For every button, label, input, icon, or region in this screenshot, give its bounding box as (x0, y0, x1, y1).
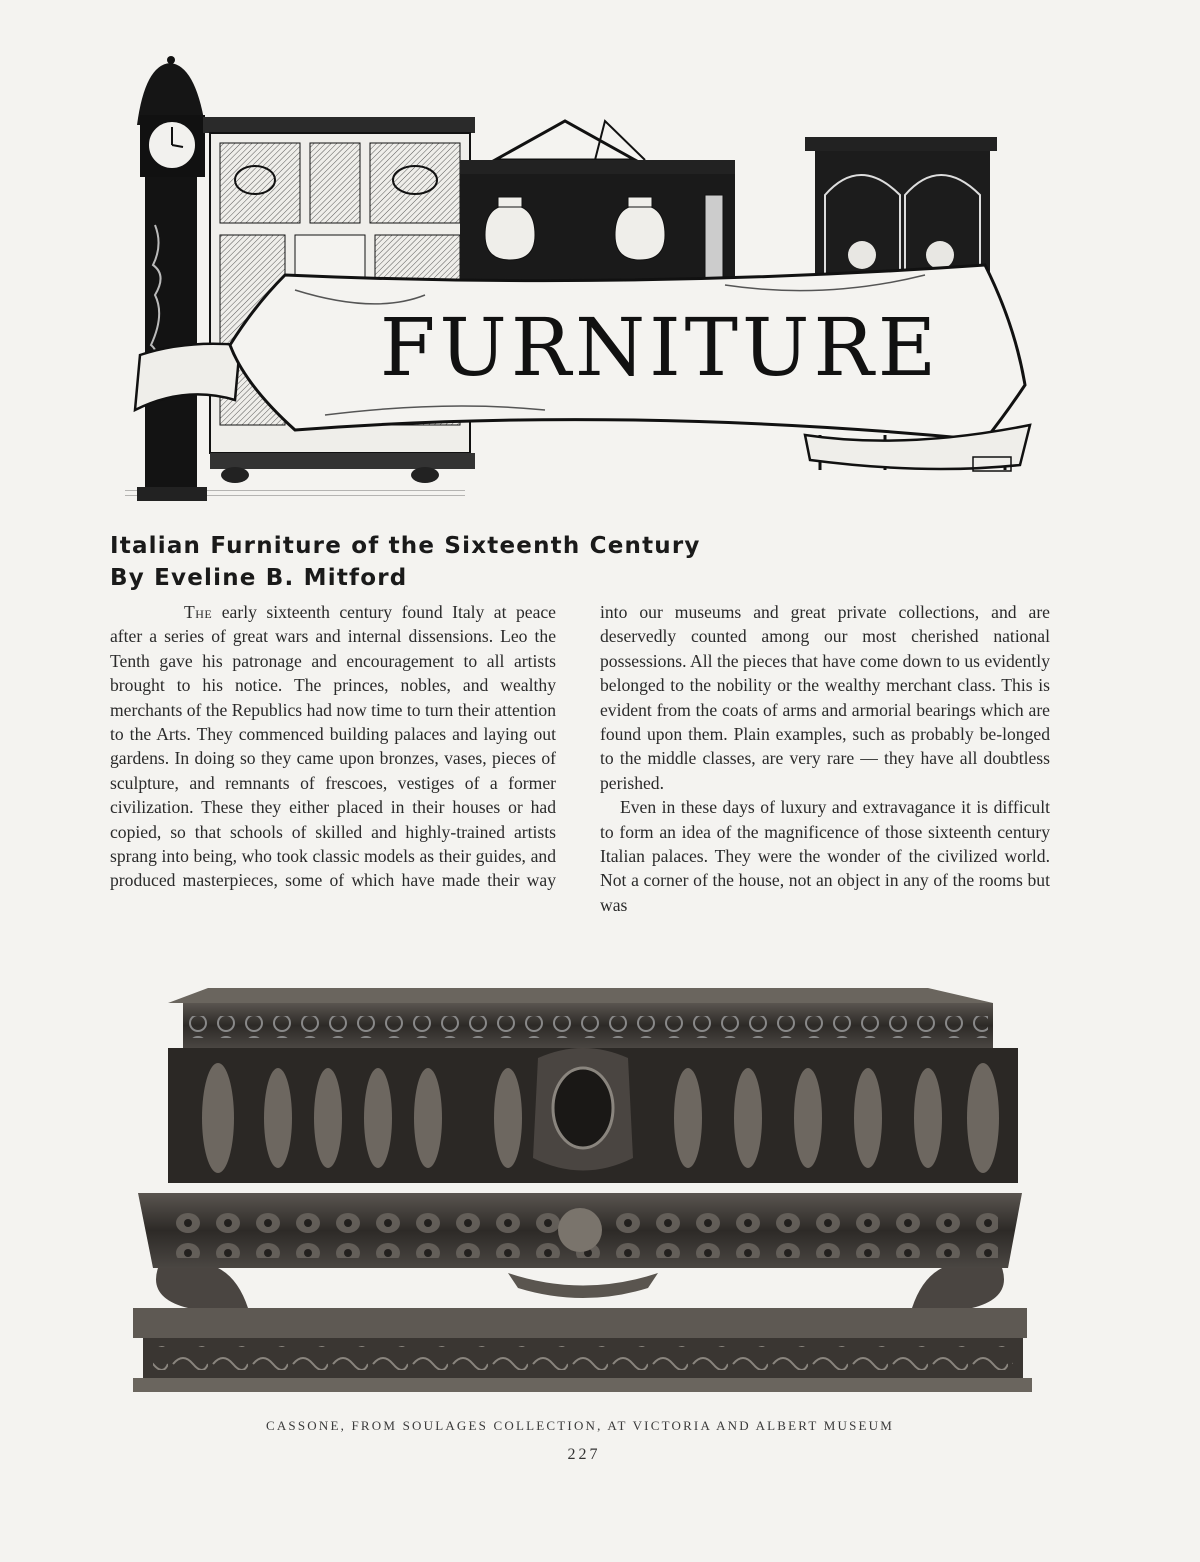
page-number: 227 (567, 1446, 601, 1463)
paragraph-text: early sixteenth century found Italy at peace after a series of great wars and internal dissensions. Leo the Tenth gave his patronage and encouragement to all artists brought to his notice. The princes, nobles, and wealthy merchants of the Republics had now time to turn their attention to the Arts. They commenced building palaces and laying out gardens. In doing so they came upon bronzes, vases, pieces of sculpture, and remnants of frescoes, vestiges of a former civilization. These they either placed in their houses or had copied, so that schools of skilled and highly-trained artists sprang into being, who took classic models as their guides, and produced masterpieces, some of which have made their way (110, 602, 556, 891)
article-title (110, 530, 810, 594)
paragraph: into our museums and great private collections, and are deservedly counted among our most cherished national possessions. All the pieces that have come down to us evidently belonged to the nobility or the wealthy merchant class. This is evident from the coats of arms and armorial bearings which are found upon them. Plain examples, such as probably be-longed to the middle classes, are very rare — they have all doubtless perished. (600, 602, 1050, 793)
paragraph (110, 600, 556, 893)
byline: By Eveline B. Mitford (110, 565, 408, 591)
dresser-with-vases-drawing (460, 121, 735, 285)
header-illustration (125, 55, 1035, 505)
paragraph: Even in these days of luxury and extravagance it is difficult to form an idea of the magnificence of those sixteenth century Italian palaces. They were the wonder of the civilized world. Not a corner of the house, not an object in any of the rooms but was (600, 797, 1050, 915)
body-column-right (600, 600, 1050, 917)
body-column-left (110, 600, 556, 893)
grandfather-clock-drawing (137, 56, 207, 501)
banner-title: FURNITURE (379, 300, 941, 394)
cassone-photograph (128, 968, 1032, 1398)
drop-word: The (184, 602, 213, 622)
title-line: Italian Furniture of the Sixteenth Century (110, 533, 701, 559)
figure-caption: CASSONE, FROM SOULAGES COLLECTION, AT VICTORIA AND ALBERT MUSEUM (265, 1418, 895, 1433)
